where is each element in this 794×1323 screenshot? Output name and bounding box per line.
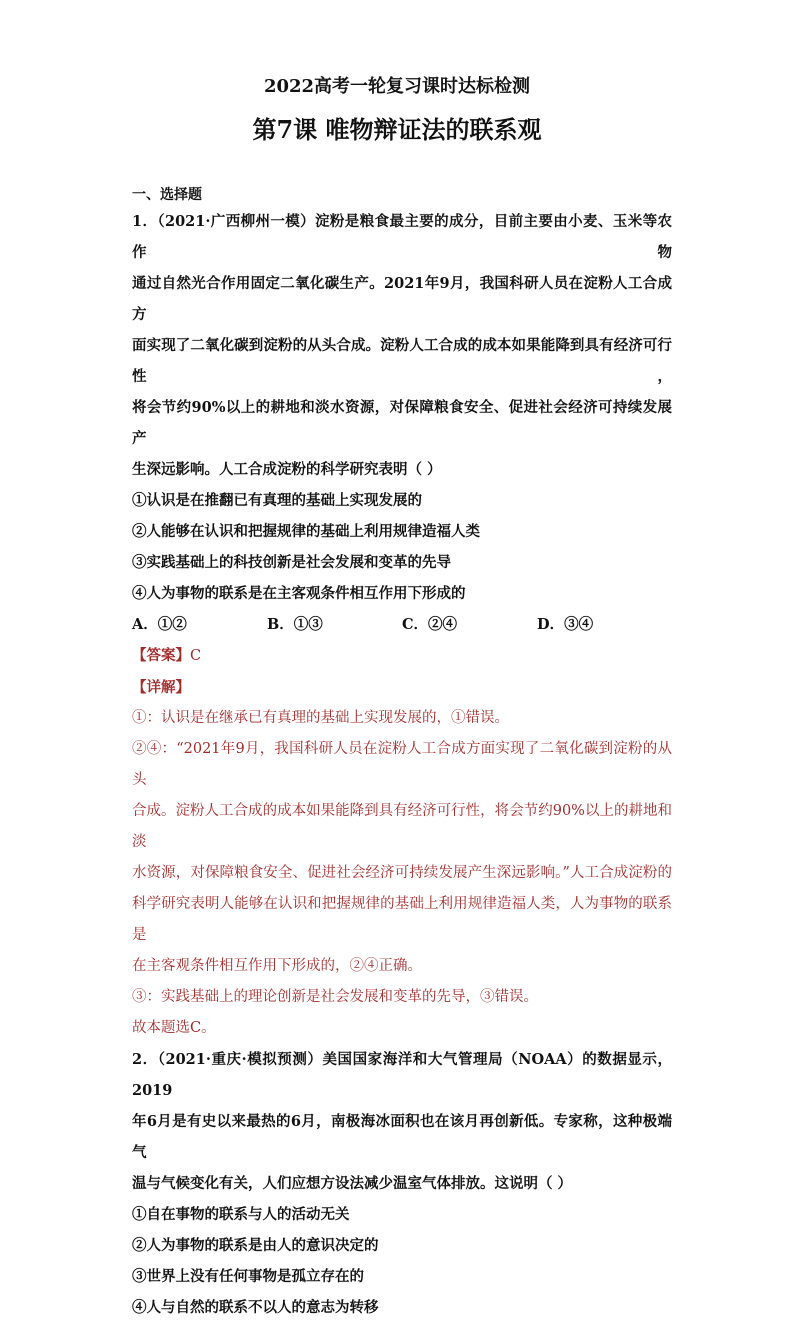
question-2-line-1: 2．（2021·重庆·模拟预测）美国国家海洋和大气管理局（NOAA）的数据显示，2019 <box>132 1051 672 1099</box>
question-1-line-4: 将会节约90%以上的耕地和淡水资源，对保障粮食安全、促进社会经济可持续发展产 <box>132 399 672 447</box>
answer-value: C <box>190 648 202 664</box>
section-heading: 一、选择题 <box>132 187 202 203</box>
document-title: 2022高考一轮复习课时达标检测 <box>263 76 531 97</box>
explain-label: 【详解】 <box>132 679 190 696</box>
question-1-line-3: 面实现了二氧化碳到淀粉的从头合成。淀粉人工合成的成本如果能降到具有经济可行性， <box>132 337 672 385</box>
question-1-line-1: 1．（2021·广西柳州一模）淀粉是粮食最主要的成分，目前主要由小麦、玉米等农作物 <box>132 213 672 261</box>
question-1 <box>132 206 672 1044</box>
explain-line-4: 水资源，对保障粮食安全、促进社会经济可持续发展产生深远影响。”人工合成淀粉的 <box>132 865 672 881</box>
question-2-statement-4: ④人与自然的联系不以人的意志为转移 <box>132 1299 379 1316</box>
answer-line <box>132 640 672 672</box>
document-body <box>132 184 672 1323</box>
explain-line-5: 科学研究表明人能够在认识和把握规律的基础上利用规律造福人类，人为事物的联系是 <box>132 896 672 943</box>
question-1-line-2: 通过自然光合作用固定二氧化碳生产。2021年9月，我国科研人员在淀粉人工合成方 <box>132 275 672 323</box>
explain-line-7: ③：实践基础上的理论创新是社会发展和变革的先导，③错误。 <box>132 989 538 1005</box>
option-a: A．①② <box>132 616 187 633</box>
explain-line-2: ②④：“2021年9月，我国科研人员在淀粉人工合成方面实现了二氧化碳到淀粉的从头 <box>132 741 672 788</box>
explain-line-6: 在主客观条件相互作用下形成的，②④正确。 <box>132 958 422 974</box>
question-2 <box>132 1044 672 1323</box>
lesson-title: 第7课 唯物辩证法的联系观 <box>252 115 542 144</box>
option-c: C．②④ <box>402 616 458 633</box>
question-1-statement-3: ③实践基础上的科技创新是社会发展和变革的先导 <box>132 554 451 571</box>
question-2-statement-2: ②人为事物的联系是由人的意识决定的 <box>132 1237 379 1254</box>
question-2-statement-1: ①自在事物的联系与人的活动无关 <box>132 1206 350 1223</box>
option-b: B．①③ <box>267 616 323 633</box>
option-d: D．③④ <box>537 616 594 633</box>
question-2-statement-3: ③世界上没有任何事物是孤立存在的 <box>132 1268 364 1285</box>
question-1-line-5: 生深远影响。人工合成淀粉的科学研究表明（ ） <box>132 461 442 478</box>
question-1-statement-4: ④人为事物的联系是在主客观条件相互作用下形成的 <box>132 585 466 602</box>
answer-label: 【答案】 <box>132 647 190 664</box>
question-1-statement-2: ②人能够在认识和把握规律的基础上利用规律造福人类 <box>132 523 480 540</box>
question-2-line-2: 年6月是有史以来最热的6月，南极海冰面积也在该月再创新低。专家称，这种极端气 <box>132 1113 672 1161</box>
question-1-options <box>132 609 672 640</box>
question-2-line-3: 温与气候变化有关，人们应想方设法减少温室气体排放。这说明（ ） <box>132 1175 573 1192</box>
explain-line-1: ①：认识是在继承已有真理的基础上实现发展的，①错误。 <box>132 710 509 726</box>
explain-conclusion: 故本题选C。 <box>132 1020 216 1036</box>
question-1-statement-1: ①认识是在推翻已有真理的基础上实现发展的 <box>132 492 422 509</box>
explain-line-3: 合成。淀粉人工合成的成本如果能降到具有经济可行性，将会节约90%以上的耕地和淡 <box>132 803 672 850</box>
